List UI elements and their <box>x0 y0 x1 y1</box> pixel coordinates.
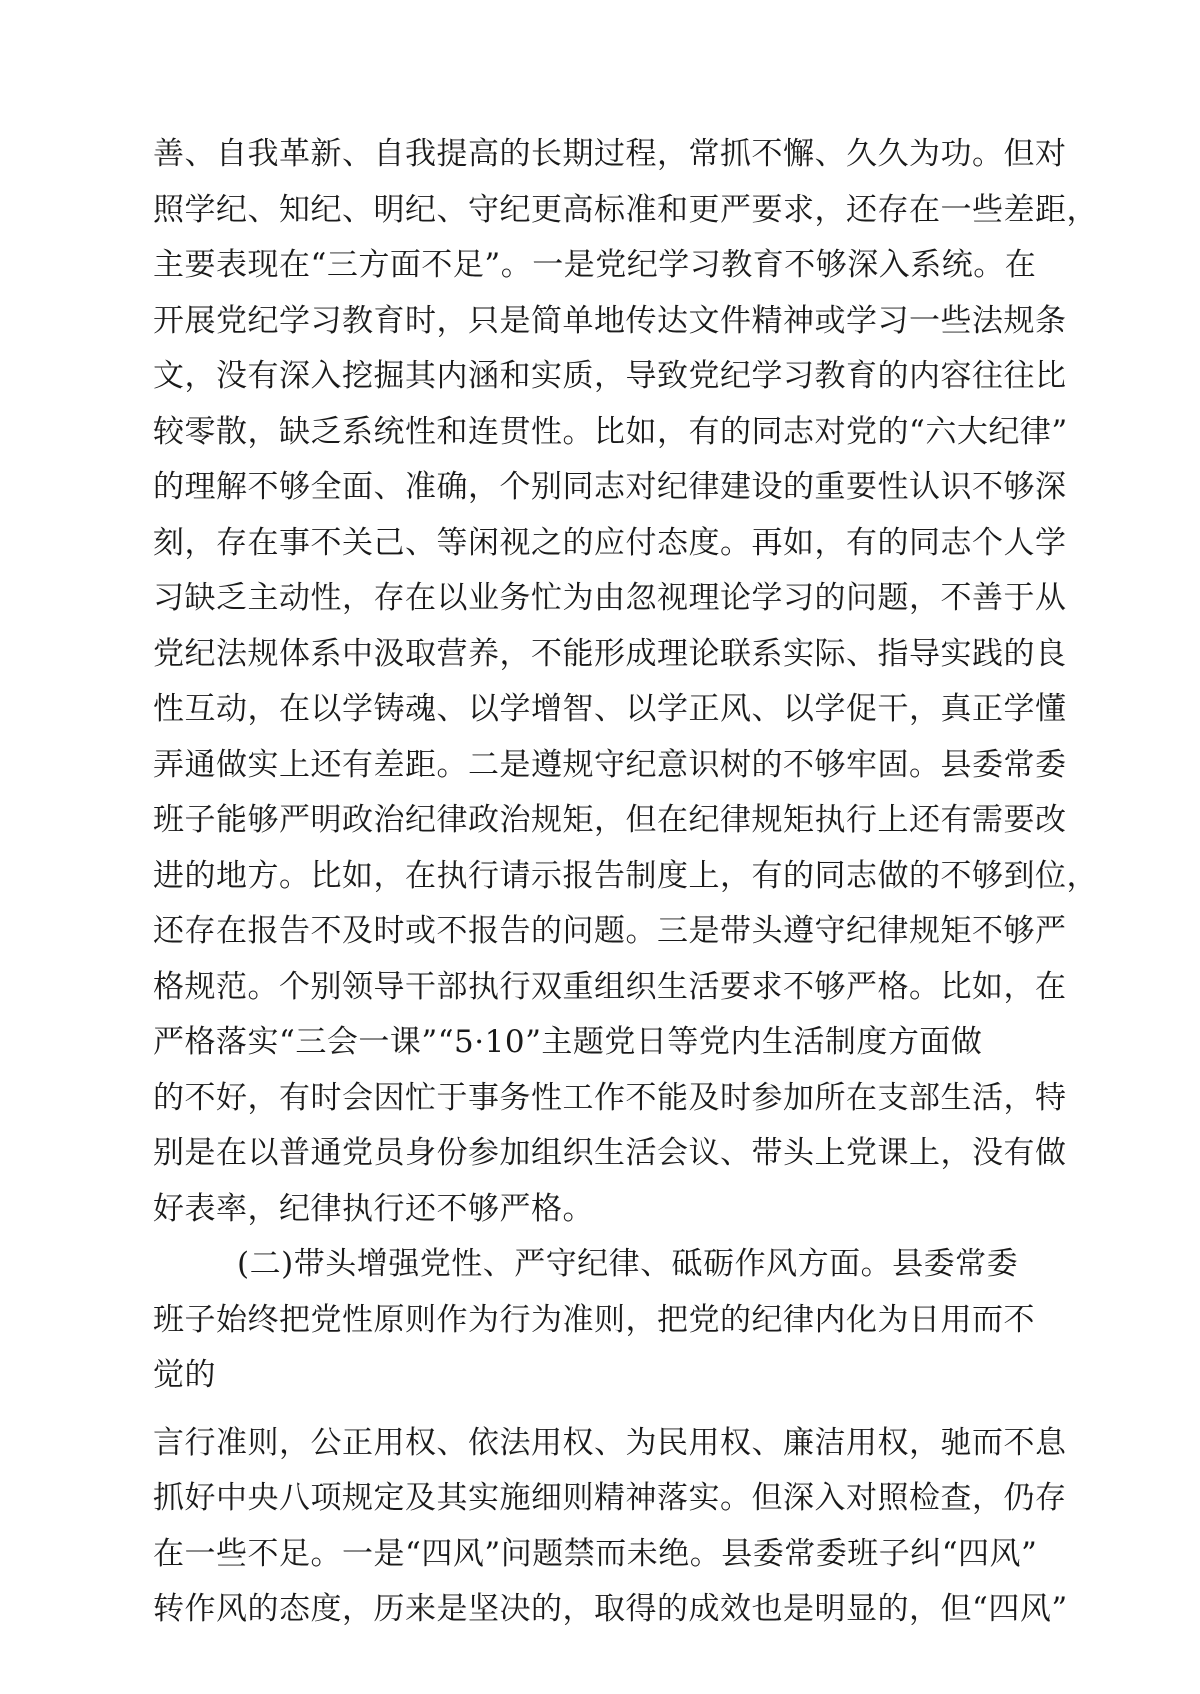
text-line: 还存在报告不及时或不报告的问题。三是带头遵守纪律规矩不够严 <box>153 913 1067 949</box>
text-line: 较零散，缺乏系统性和连贯性。比如，有的同志对党的“六大纪律” <box>153 414 1068 450</box>
text-line: 弄通做实上还有差距。二是遵规守纪意识树的不够牢固。县委常委 <box>153 747 1067 783</box>
text-line: 觉的 <box>153 1357 216 1393</box>
text-line: 别是在以普通党员身份参加组织生活会议、带头上党课上，没有做 <box>153 1135 1067 1171</box>
text-line: 党纪法规体系中汲取营养，不能形成理论联系实际、指导实践的良 <box>153 636 1067 672</box>
text-line: 好表率，纪律执行还不够严格。 <box>153 1191 594 1227</box>
text-line: 习缺乏主动性，存在以业务忙为由忽视理论学习的问题，不善于从 <box>153 580 1067 616</box>
text-line: 的理解不够全面、准确，个别同志对纪律建设的重要性认识不够深 <box>153 469 1067 505</box>
text-line: 的不好，有时会因忙于事务性工作不能及时参加所在支部生活，特 <box>153 1080 1067 1116</box>
text-line: 在一些不足。一是“四风”问题禁而未绝。县委常委班子纠“四风” <box>153 1536 1038 1572</box>
text-line: 班子能够严明政治纪律政治规矩，但在纪律规矩执行上还有需要改 <box>153 802 1067 838</box>
text-line: 善、自我革新、自我提高的长期过程，常抓不懈、久久为功。但对 <box>153 136 1067 172</box>
text-line: 刻，存在事不关己、等闲视之的应付态度。再如，有的同志个人学 <box>153 525 1067 561</box>
text-line: 班子始终把党性原则作为行为准则，把党的纪律内化为日用而不 <box>153 1302 1035 1338</box>
text-line: 严格落实“三会一课”“5·10”主题党日等党内生活制度方面做 <box>153 1024 983 1060</box>
text-line: 照学纪、知纪、明纪、守纪更高标准和更严要求，还存在一些差距， <box>153 192 1098 228</box>
text-line: 文，没有深入挖掘其内涵和实质，导致党纪学习教育的内容往往比 <box>153 358 1067 394</box>
text-line: 言行准则，公正用权、依法用权、为民用权、廉洁用权，驰而不息 <box>153 1425 1067 1461</box>
text-line: 转作风的态度，历来是坚决的，取得的成效也是明显的，但“四风” <box>153 1591 1068 1627</box>
text-line: 格规范。个别领导干部执行双重组织生活要求不够严格。比如，在 <box>153 969 1067 1005</box>
text-line: 主要表现在“三方面不足”。一是党纪学习教育不够深入系统。在 <box>153 247 1037 283</box>
text-line: 抓好中央八项规定及其实施细则精神落实。但深入对照检查，仍存 <box>153 1480 1067 1516</box>
text-line: 进的地方。比如，在执行请示报告制度上，有的同志做的不够到位， <box>153 858 1098 894</box>
text-line: 开展党纪学习教育时，只是简单地传达文件精神或学习一些法规条 <box>153 303 1067 339</box>
section-heading-line: (二)带头增强党性、严守纪律、砥砺作风方面。县委常委 <box>237 1246 1019 1282</box>
text-line: 性互动，在以学铸魂、以学增智、以学正风、以学促干，真正学懂 <box>153 691 1067 727</box>
